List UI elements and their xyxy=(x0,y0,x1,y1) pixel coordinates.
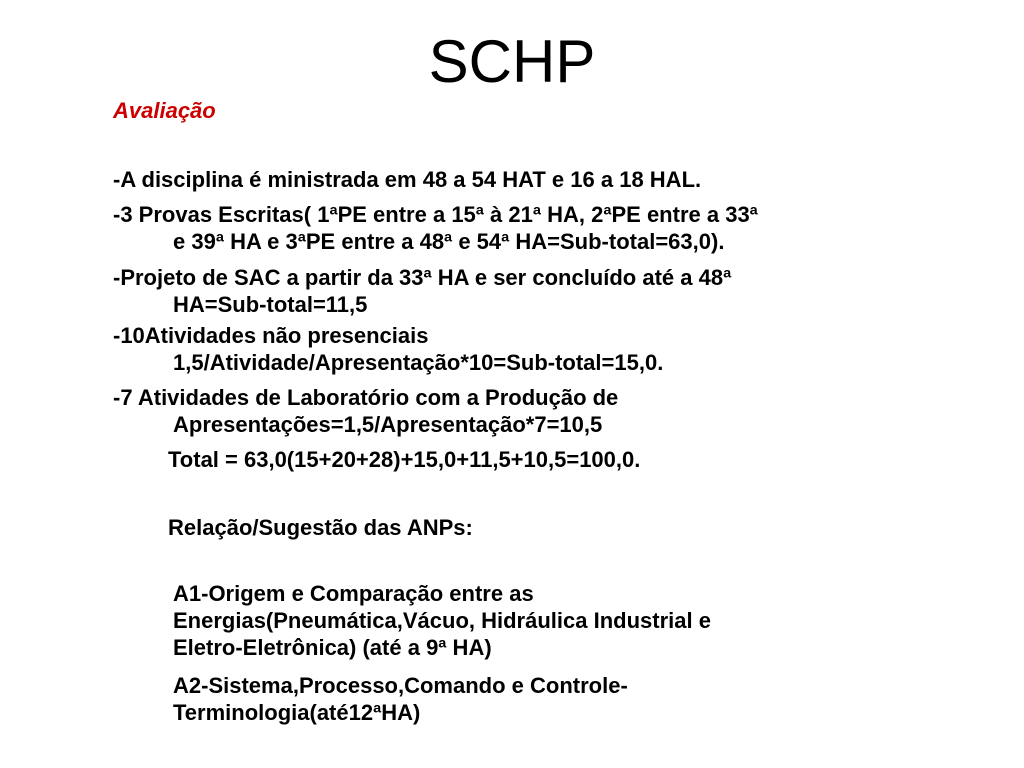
anp-item-continuation: Eletro-Eletrônica) (até a 9ª HA) xyxy=(173,635,492,660)
list-item-continuation: HA=Sub-total=11,5 xyxy=(173,292,368,317)
list-item-continuation: e 39ª HA e 3ªPE entre a 48ª e 54ª HA=Sub-total=63,0). xyxy=(173,229,725,254)
anp-item: A2-Sistema,Processo,Comando e Controle- xyxy=(173,673,628,698)
slide-subtitle: Avaliação xyxy=(113,98,216,123)
anp-item-continuation: Terminologia(até12ªHA) xyxy=(173,700,421,725)
list-item-continuation: Apresentações=1,5/Apresentação*7=10,5 xyxy=(173,412,603,437)
anp-heading: Relação/Sugestão das ANPs: xyxy=(168,515,473,540)
slide-title: SCHP xyxy=(428,28,596,95)
anp-item: A1-Origem e Comparação entre as xyxy=(173,581,534,606)
list-item-continuation: 1,5/Atividade/Apresentação*10=Sub-total=15,0. xyxy=(173,350,664,375)
list-item: -10Atividades não presenciais xyxy=(113,323,429,348)
list-item: -3 Provas Escritas( 1ªPE entre a 15ª à 21ª HA, 2ªPE entre a 33ª xyxy=(113,202,758,227)
list-item: -7 Atividades de Laboratório com a Produção de xyxy=(113,385,619,410)
list-item: -A disciplina é ministrada em 48 a 54 HAT e 16 a 18 HAL. xyxy=(113,167,702,192)
list-item: -Projeto de SAC a partir da 33ª HA e ser concluído até a 48ª xyxy=(113,265,732,290)
anp-item-continuation: Energias(Pneumática,Vácuo, Hidráulica Industrial e xyxy=(173,608,711,633)
total-line: Total = 63,0(15+20+28)+15,0+11,5+10,5=100,0. xyxy=(168,447,641,472)
